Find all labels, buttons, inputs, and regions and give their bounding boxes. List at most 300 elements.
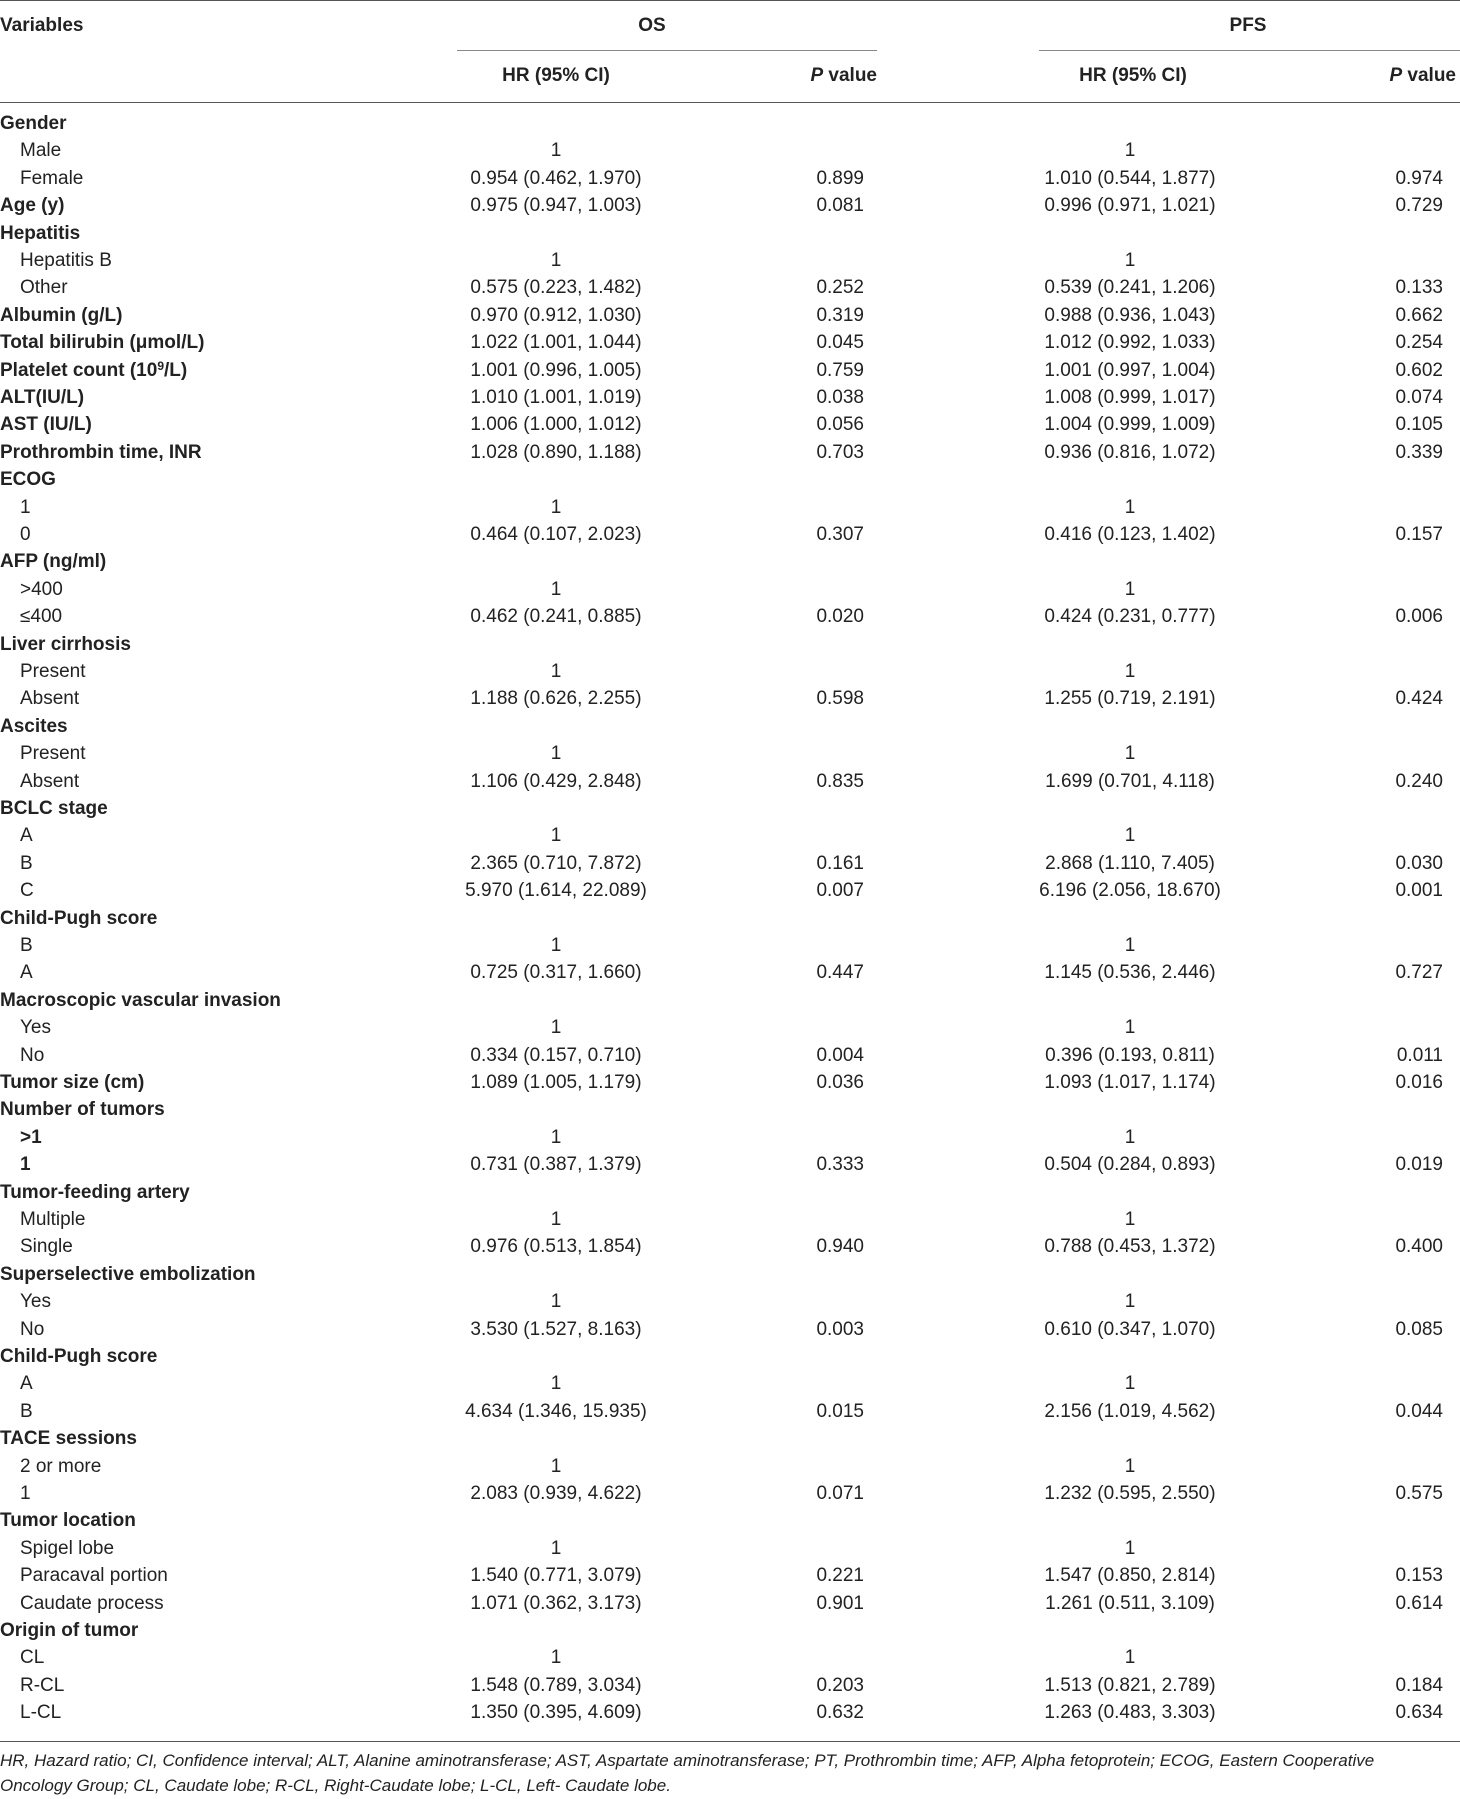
row-label-text: Tumor-feeding artery <box>0 1181 190 1203</box>
pfs-hr-cell: 1 <box>1124 140 1136 162</box>
row-label-text: R-CL <box>20 1674 65 1696</box>
row-label <box>20 1206 85 1233</box>
p-value-label: value <box>1402 65 1456 86</box>
row-label-text: Gender <box>0 113 67 134</box>
row-label <box>20 1535 114 1562</box>
pfs-hr-cell: 1.699 (0.701, 4.118) <box>1045 770 1215 792</box>
os-hr-cell: 0.464 (0.107, 2.023) <box>470 524 642 545</box>
row-label <box>20 1042 44 1069</box>
pfs-p-cell: 0.254 <box>1395 332 1443 354</box>
os-group-rule <box>457 50 877 51</box>
pfs-hr-cell: 1 <box>1124 935 1136 956</box>
pfs-p-cell: 0.614 <box>1395 1592 1443 1614</box>
pfs-hr-cell: 1 <box>1124 743 1136 765</box>
pfs-hr-cell: 1.012 (0.992, 1.033) <box>1044 332 1216 354</box>
os-hr-cell: 1.010 (1.001, 1.019) <box>470 387 642 408</box>
pfs-p-cell: 0.001 <box>1395 880 1443 902</box>
row-label <box>20 822 33 849</box>
os-p-cell: 0.038 <box>816 387 864 408</box>
row-label-text: No <box>20 1044 45 1066</box>
row-label <box>0 987 281 1014</box>
row-label <box>20 137 61 164</box>
os-hr-cell: 1 <box>550 825 562 847</box>
row-label-text: Superselective embolization <box>0 1263 256 1285</box>
pfs-p-cell: 0.339 <box>1395 441 1443 463</box>
pfs-hr-cell: 1 <box>1124 661 1136 682</box>
top-rule <box>0 0 1460 1</box>
row-label-text: Child-Pugh score <box>0 907 158 929</box>
pfs-hr-cell: 1.547 (0.850, 2.814) <box>1044 1565 1216 1587</box>
row-label-text: Ascites <box>0 715 68 737</box>
row-label <box>0 192 64 219</box>
os-hr-cell: 1 <box>550 1209 562 1230</box>
os-hr-cell: 1.022 (1.001, 1.044) <box>470 332 642 354</box>
row-label <box>0 466 56 493</box>
pfs-hr-cell: 0.424 (0.231, 0.777) <box>1044 606 1216 628</box>
col-header-pfs-hr: HR (95% CI) <box>1079 65 1187 86</box>
table-row <box>0 1480 1460 1507</box>
pfs-p-cell: 0.006 <box>1395 606 1443 628</box>
row-label-text: Absent <box>20 770 80 792</box>
row-label-text: Number of tumors <box>0 1099 165 1121</box>
pfs-group-rule <box>1039 50 1460 51</box>
row-label <box>20 1233 73 1260</box>
row-label <box>20 1562 168 1589</box>
pfs-hr-cell: 2.868 (1.110, 7.405) <box>1045 852 1215 874</box>
row-label-text: AFP (ng/ml) <box>0 551 107 573</box>
os-p-cell: 0.161 <box>816 852 864 874</box>
row-label-text: Caudate process <box>20 1592 164 1614</box>
table-row <box>0 1042 1460 1069</box>
table-row <box>0 959 1460 986</box>
row-label-superscript: 9 <box>157 358 165 373</box>
pfs-hr-cell: 1 <box>1124 496 1136 518</box>
pfs-p-cell: 0.030 <box>1395 852 1443 874</box>
pfs-hr-cell: 1.004 (0.999, 1.009) <box>1044 414 1216 436</box>
os-p-cell: 0.447 <box>816 962 864 984</box>
os-hr-cell: 0.975 (0.947, 1.003) <box>470 195 642 217</box>
pfs-hr-cell: 1 <box>1124 1537 1136 1559</box>
table-row <box>0 1206 1460 1233</box>
os-hr-cell: 1 <box>550 1455 562 1477</box>
os-hr-cell: 1.188 (0.626, 2.255) <box>470 688 642 710</box>
os-hr-cell: 1 <box>550 1537 562 1559</box>
row-label-text: Hepatitis <box>0 222 81 244</box>
pfs-hr-cell: 1.145 (0.536, 2.446) <box>1044 962 1216 984</box>
row-label <box>0 1617 138 1644</box>
pfs-hr-cell: 1 <box>1124 1455 1136 1477</box>
os-p-cell: 0.020 <box>816 606 864 628</box>
table-row <box>0 1179 1460 1206</box>
os-hr-cell: 1 <box>550 1291 562 1313</box>
row-label-text: >400 <box>20 578 63 600</box>
row-label-text: Hepatitis B <box>20 250 112 271</box>
row-label-text: Tumor location <box>0 1510 136 1532</box>
os-hr-cell: 4.634 (1.346, 15.935) <box>465 1400 647 1422</box>
row-label-text: Child-Pugh score <box>0 1346 158 1367</box>
row-label <box>0 1096 165 1123</box>
table-row <box>0 822 1460 849</box>
pfs-p-cell: 0.133 <box>1395 277 1443 299</box>
row-label-text: CL <box>20 1647 45 1669</box>
os-hr-cell: 1 <box>550 1373 562 1395</box>
pfs-p-cell: 0.400 <box>1395 1236 1443 1258</box>
row-label-tail: /L) <box>164 359 188 381</box>
pfs-hr-cell: 1 <box>1124 250 1136 271</box>
col-header-variables: Variables <box>0 15 84 36</box>
os-hr-cell: 0.970 (0.912, 1.030) <box>470 304 642 326</box>
row-label <box>0 1179 190 1206</box>
row-label-text: Present <box>20 743 86 765</box>
table-row <box>0 1014 1460 1041</box>
pfs-hr-cell: 1.263 (0.483, 3.303) <box>1044 1702 1216 1724</box>
table-row <box>0 1644 1460 1671</box>
pfs-p-cell: 0.184 <box>1395 1674 1443 1696</box>
row-label <box>20 685 79 712</box>
pfs-hr-cell: 1 <box>1124 1126 1136 1148</box>
row-label-text: B <box>20 1400 33 1422</box>
table-row <box>0 1562 1460 1589</box>
row-label-text: Yes <box>20 1017 51 1039</box>
os-p-cell: 0.319 <box>816 304 864 326</box>
pfs-p-cell: 0.974 <box>1395 167 1443 189</box>
row-label <box>20 1288 51 1315</box>
col-header-pfs: PFS <box>1229 15 1267 36</box>
row-label <box>0 905 157 932</box>
row-label-text: Liver cirrhosis <box>0 633 131 655</box>
row-label-text: B <box>20 935 33 956</box>
pfs-p-cell: 0.011 <box>1396 1044 1443 1066</box>
pfs-hr-cell: 1.008 (0.999, 1.017) <box>1044 387 1216 408</box>
pfs-hr-cell: 1 <box>1124 1209 1136 1230</box>
row-label-text: Male <box>20 140 62 162</box>
row-label <box>20 1672 64 1699</box>
pfs-hr-cell: 1.261 (0.511, 3.109) <box>1045 1592 1215 1614</box>
os-p-cell: 0.901 <box>816 1592 864 1614</box>
row-label-text: Origin of tumor <box>0 1620 139 1641</box>
pfs-hr-cell: 0.936 (0.816, 1.072) <box>1044 441 1216 463</box>
table-row <box>0 137 1460 164</box>
row-label <box>20 877 34 904</box>
row-label-text: No <box>20 1318 45 1340</box>
os-p-cell: 0.252 <box>816 277 864 299</box>
os-p-cell: 0.203 <box>816 1674 864 1696</box>
row-label <box>20 740 85 767</box>
header-rule <box>0 102 1460 103</box>
os-hr-cell: 1.028 (0.890, 1.188) <box>470 441 642 463</box>
os-p-cell: 0.899 <box>816 167 864 189</box>
table-row <box>0 631 1460 658</box>
os-p-cell: 0.004 <box>816 1044 864 1066</box>
row-label <box>20 1014 51 1041</box>
os-p-cell: 0.759 <box>816 359 864 381</box>
table-row <box>0 768 1460 795</box>
row-label-text: ALT(IU/L) <box>0 387 85 408</box>
row-label-text: L-CL <box>20 1702 62 1724</box>
table-row <box>0 1535 1460 1562</box>
pfs-hr-cell: 0.396 (0.193, 0.811) <box>1045 1044 1215 1066</box>
os-hr-cell: 0.976 (0.513, 1.854) <box>470 1236 642 1258</box>
table-row <box>0 1590 1460 1617</box>
row-label <box>0 110 67 137</box>
table-row <box>0 1343 1460 1370</box>
row-label <box>20 768 79 795</box>
os-p-cell: 0.632 <box>816 1702 864 1724</box>
table-row <box>0 274 1460 301</box>
row-label <box>0 1343 157 1370</box>
os-p-cell: 0.015 <box>816 1400 864 1422</box>
os-hr-cell: 1 <box>550 1126 562 1148</box>
table-row <box>0 1124 1460 1151</box>
pfs-p-cell: 0.662 <box>1395 304 1443 326</box>
pfs-p-cell: 0.727 <box>1395 962 1443 984</box>
os-hr-cell: 1.071 (0.362, 3.173) <box>470 1592 642 1614</box>
table-row <box>0 877 1460 904</box>
table-row <box>0 329 1460 356</box>
os-hr-cell: 5.970 (1.614, 22.089) <box>465 880 647 902</box>
row-label <box>20 165 83 192</box>
row-label-text: >1 <box>20 1126 42 1148</box>
pfs-p-cell: 0.602 <box>1395 359 1443 381</box>
row-label-text: Yes <box>20 1291 51 1313</box>
os-hr-cell: 1.350 (0.395, 4.609) <box>470 1702 642 1724</box>
row-label-text: Age (y) <box>0 195 65 217</box>
os-hr-cell: 0.575 (0.223, 1.482) <box>470 277 642 299</box>
os-hr-cell: 0.462 (0.241, 0.885) <box>470 606 642 628</box>
pfs-p-cell: 0.105 <box>1395 414 1443 436</box>
row-label-text: 1 <box>20 1483 31 1504</box>
row-label-text: Absent <box>20 688 80 710</box>
os-hr-cell: 1 <box>550 250 562 271</box>
os-p-cell: 0.045 <box>816 332 864 354</box>
table-row <box>0 110 1460 137</box>
row-label <box>20 1453 101 1480</box>
pfs-p-cell: 0.016 <box>1395 1072 1443 1093</box>
row-label-text: Present <box>20 661 86 682</box>
os-hr-cell: 1 <box>550 1647 562 1669</box>
row-label-text: Tumor size (cm) <box>0 1072 145 1093</box>
row-label <box>20 1316 44 1343</box>
table-row <box>0 466 1460 493</box>
row-label-text: 2 or more <box>20 1455 102 1477</box>
row-label-text: 1 <box>20 496 31 518</box>
row-label <box>20 1370 33 1397</box>
os-p-cell: 0.081 <box>816 195 864 217</box>
pfs-hr-cell: 1.010 (0.544, 1.877) <box>1044 167 1216 189</box>
row-label-text: Total bilirubin (μmol/L) <box>0 332 205 354</box>
table-row <box>0 1233 1460 1260</box>
table-row <box>0 1261 1460 1288</box>
pfs-p-cell: 0.019 <box>1395 1154 1443 1176</box>
table-row <box>0 1453 1460 1480</box>
os-p-cell: 0.940 <box>816 1236 864 1258</box>
pfs-hr-cell: 0.996 (0.971, 1.021) <box>1044 195 1216 217</box>
row-label <box>0 1507 136 1534</box>
table-row <box>0 1672 1460 1699</box>
os-p-cell: 0.007 <box>816 880 864 902</box>
row-label-text: A <box>20 825 33 847</box>
table-row <box>0 795 1460 822</box>
row-label-text: ≤400 <box>20 606 63 628</box>
pfs-p-cell: 0.085 <box>1395 1318 1443 1340</box>
pfs-p-cell: 0.153 <box>1395 1565 1443 1587</box>
row-label-text: Multiple <box>20 1209 86 1230</box>
table-row <box>0 1069 1460 1096</box>
p-italic: P <box>810 65 824 86</box>
pfs-hr-cell: 2.156 (1.019, 4.562) <box>1044 1400 1216 1422</box>
os-hr-cell: 1 <box>550 140 562 162</box>
pfs-p-cell: 0.634 <box>1395 1702 1443 1724</box>
bottom-rule <box>0 1741 1460 1742</box>
row-label <box>20 247 112 274</box>
row-label <box>20 603 62 630</box>
os-hr-cell: 0.725 (0.317, 1.660) <box>470 962 642 984</box>
row-label-text: Other <box>20 277 68 299</box>
os-p-cell: 0.598 <box>816 688 864 710</box>
row-label <box>0 548 106 575</box>
os-hr-cell: 1 <box>550 496 562 518</box>
os-hr-cell: 1.540 (0.771, 3.079) <box>470 1565 642 1587</box>
pfs-hr-cell: 0.788 (0.453, 1.372) <box>1044 1236 1216 1258</box>
pfs-hr-cell: 1.093 (1.017, 1.174) <box>1044 1072 1216 1093</box>
pfs-hr-cell: 1.232 (0.595, 2.550) <box>1044 1483 1216 1504</box>
row-label <box>0 631 131 658</box>
row-label <box>20 1590 164 1617</box>
os-hr-cell: 1 <box>550 661 562 682</box>
table-row <box>0 1370 1460 1397</box>
col-header-os-p <box>810 64 877 88</box>
row-label <box>0 1425 137 1452</box>
row-label <box>0 1069 144 1096</box>
os-p-cell: 0.703 <box>816 441 864 463</box>
table-row <box>0 1096 1460 1123</box>
pfs-hr-cell: 1 <box>1124 1647 1136 1669</box>
row-label <box>0 713 68 740</box>
row-label <box>20 932 33 959</box>
pfs-p-cell: 0.729 <box>1395 195 1443 217</box>
row-label-text: BCLC stage <box>0 798 108 819</box>
row-label <box>0 439 202 466</box>
row-label-text: AST (IU/L) <box>0 414 92 436</box>
table-row <box>0 247 1460 274</box>
os-p-cell: 0.036 <box>816 1072 864 1093</box>
os-hr-cell: 1 <box>550 743 562 765</box>
row-label-text: B <box>20 852 33 874</box>
table-row <box>0 1288 1460 1315</box>
table-row <box>0 713 1460 740</box>
pfs-hr-cell: 6.196 (2.056, 18.670) <box>1039 880 1221 902</box>
row-label-text: A <box>20 962 33 984</box>
table-row <box>0 1507 1460 1534</box>
pfs-hr-cell: 1 <box>1124 578 1136 600</box>
pfs-p-cell: 0.424 <box>1395 688 1443 710</box>
pfs-hr-cell: 1 <box>1124 1373 1136 1395</box>
row-label-text: Paracaval portion <box>20 1565 168 1587</box>
row-label-text: Albumin (g/L) <box>0 304 123 326</box>
pfs-hr-cell: 1 <box>1124 1291 1136 1313</box>
pfs-hr-cell: 0.610 (0.347, 1.070) <box>1044 1318 1216 1340</box>
pfs-hr-cell: 0.988 (0.936, 1.043) <box>1044 304 1216 326</box>
col-header-pfs-p <box>1389 64 1456 88</box>
row-label <box>20 1699 61 1726</box>
os-hr-cell: 2.083 (0.939, 4.622) <box>470 1483 642 1504</box>
os-p-cell: 0.307 <box>816 524 864 545</box>
pfs-hr-cell: 0.416 (0.123, 1.402) <box>1044 524 1216 545</box>
os-hr-cell: 2.365 (0.710, 7.872) <box>470 852 642 874</box>
row-label-text: TACE sessions <box>0 1428 137 1450</box>
pfs-hr-cell: 0.539 (0.241, 1.206) <box>1044 277 1216 299</box>
os-hr-cell: 0.954 (0.462, 1.970) <box>470 167 642 189</box>
table-row <box>0 905 1460 932</box>
row-label <box>0 302 122 329</box>
os-p-cell: 0.056 <box>816 414 864 436</box>
pfs-p-cell: 0.044 <box>1395 1400 1443 1422</box>
row-label <box>20 274 68 301</box>
pfs-hr-cell: 1 <box>1124 1017 1136 1039</box>
row-label <box>20 1480 31 1507</box>
table-row <box>0 521 1460 548</box>
table-row <box>0 1425 1460 1452</box>
pfs-p-cell: 0.157 <box>1395 524 1443 545</box>
row-label-text: A <box>20 1373 33 1395</box>
row-label-text: Female <box>20 167 84 189</box>
p-value-label: value <box>823 65 877 86</box>
row-label <box>0 220 80 247</box>
os-hr-cell: 1 <box>550 578 562 600</box>
row-label-text: Spigel lobe <box>20 1537 115 1559</box>
col-header-os: OS <box>638 15 666 36</box>
row-label <box>0 357 187 384</box>
os-hr-cell: 1.548 (0.789, 3.034) <box>470 1674 642 1696</box>
pfs-hr-cell: 0.504 (0.284, 0.893) <box>1044 1154 1216 1176</box>
table-row <box>0 384 1460 411</box>
os-hr-cell: 0.731 (0.387, 1.379) <box>470 1154 642 1176</box>
os-hr-cell: 0.334 (0.157, 0.710) <box>470 1044 642 1066</box>
pfs-p-cell: 0.074 <box>1395 387 1443 408</box>
os-hr-cell: 1.001 (0.996, 1.005) <box>470 359 642 381</box>
table-row <box>0 411 1460 438</box>
os-p-cell: 0.071 <box>816 1483 864 1504</box>
table-row <box>0 439 1460 466</box>
p-italic: P <box>1389 65 1403 86</box>
row-label <box>0 795 108 822</box>
row-label-text: 1 <box>20 1154 31 1176</box>
table-row <box>0 192 1460 219</box>
table-row <box>0 576 1460 603</box>
os-hr-cell: 1.006 (1.000, 1.012) <box>470 414 642 436</box>
os-hr-cell: 1.106 (0.429, 2.848) <box>470 770 642 792</box>
row-label-text: Prothrombin time, INR <box>0 441 202 463</box>
table-row <box>0 548 1460 575</box>
table-footnote: HR, Hazard ratio; CI, Confidence interval; ALT, Alanine aminotransferase; AST, Aspartate aminotransferase; PT, Prothrombin time; AFP, Alpha fetoprotein; ECOG, Eastern Cooperative Oncology Group; CL, Caudate lobe; R-CL, Right-Caudate lobe; L-CL, Left- Caudate lobe. <box>0 1751 1375 1795</box>
os-p-cell: 0.333 <box>816 1154 864 1176</box>
os-hr-cell: 1 <box>550 935 562 956</box>
row-label-text: Macroscopic vascular invasion <box>0 989 281 1011</box>
pfs-hr-cell: 1.001 (0.997, 1.004) <box>1044 359 1216 381</box>
table-row <box>0 165 1460 192</box>
row-label-text: ECOG <box>0 469 56 491</box>
row-label-text: Single <box>20 1236 73 1258</box>
row-label <box>20 959 33 986</box>
row-label <box>20 1151 31 1178</box>
table-row <box>0 603 1460 630</box>
table-row <box>0 302 1460 329</box>
col-header-os-hr: HR (95% CI) <box>502 65 610 86</box>
table-row <box>0 987 1460 1014</box>
pfs-hr-cell: 1.255 (0.719, 2.191) <box>1044 688 1216 710</box>
row-label <box>20 1124 42 1151</box>
row-label <box>20 576 63 603</box>
